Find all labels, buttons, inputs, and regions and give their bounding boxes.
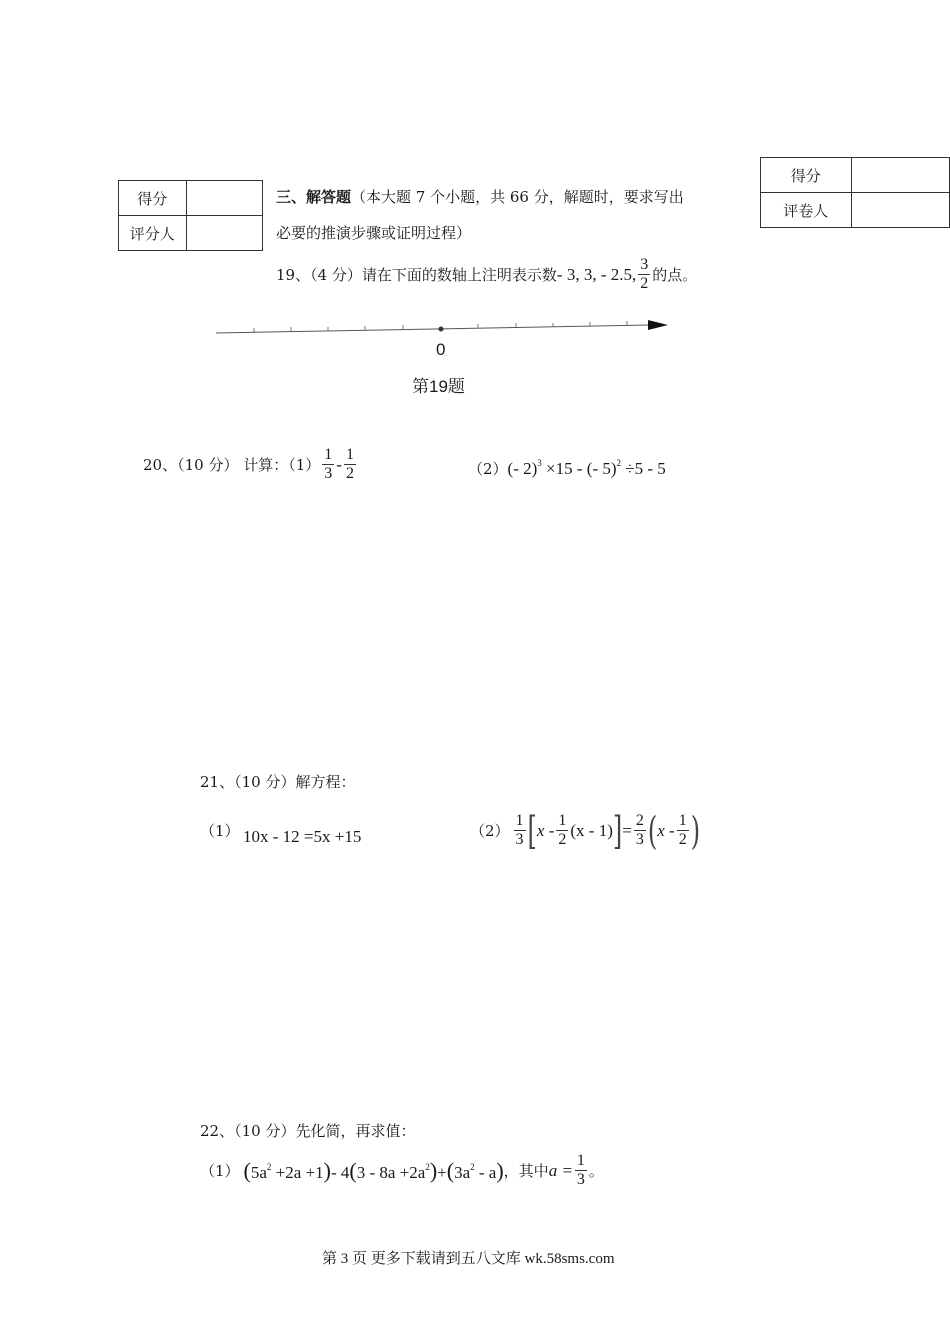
frac-num: 1 xyxy=(678,812,687,829)
q19-prefix: 19、（4 分）请在下面的数轴上注明表示数 xyxy=(276,266,557,284)
q20-p2-label: （2） xyxy=(468,460,508,478)
section-title: 三、解答题 xyxy=(276,188,352,206)
section-heading xyxy=(276,186,684,207)
q21-frac4 xyxy=(677,812,689,849)
q21-frac1 xyxy=(514,812,526,849)
reviewer-cell[interactable] xyxy=(186,216,262,251)
score-box-right xyxy=(760,157,950,228)
score-cell[interactable] xyxy=(186,181,262,216)
q19-fraction xyxy=(638,256,650,293)
q21-x1: x - xyxy=(536,820,555,840)
reviewer-label: 评卷人 xyxy=(761,193,852,228)
frac-den: 3 xyxy=(576,1171,585,1188)
q21-equals: = xyxy=(622,820,632,840)
q20-minus: - xyxy=(336,454,342,474)
q21-x2: (x - 1) xyxy=(570,820,613,840)
question-20 xyxy=(143,446,358,483)
number-line[interactable] xyxy=(210,312,680,342)
q21-p1-label: （1） xyxy=(200,822,240,840)
q19-numbers: - 3, 3, - 2.5, xyxy=(556,264,637,284)
q21-p2-label: （2） xyxy=(470,822,510,840)
q22-b: +2a +1 xyxy=(271,1162,324,1182)
q20-p2-b: ×15 - (- 5) xyxy=(541,459,617,478)
frac-num: 1 xyxy=(558,812,567,829)
question-22-part1: （1） $(5a^2 +2a +1)-$ $4(3 - 8a +2a^2)+(3a^2 - a)$ ，其中 a = $\frac{1}{3}$ 。 xyxy=(200,1152,604,1188)
origin-dot xyxy=(439,327,444,332)
q19-frac-num: 3 xyxy=(640,256,649,273)
q19-suffix: 的点。 xyxy=(652,266,698,284)
frac-den: 3 xyxy=(635,831,644,848)
q20-p2-c: ÷5 - 5 xyxy=(621,459,666,478)
q21-frac2 xyxy=(556,812,568,849)
q21-x3: x - xyxy=(657,820,675,840)
q20-frac-a xyxy=(322,446,334,483)
reviewer-cell[interactable] xyxy=(851,193,949,228)
q22-a-exp: 2 xyxy=(266,1161,272,1172)
q21-p1-equation: 10x - 12 =5x +15 xyxy=(243,827,362,846)
q22-e: + xyxy=(437,1162,447,1182)
frac-num: 1 xyxy=(345,446,354,463)
reviewer-label: 评分人 xyxy=(119,216,187,251)
frac-den: 3 xyxy=(324,465,333,482)
frac-num: 1 xyxy=(515,812,524,829)
figure-caption: 第19题 xyxy=(412,377,465,396)
score-cell[interactable] xyxy=(851,158,949,193)
q22-var: a = xyxy=(548,1160,573,1180)
q20-p2-exp1: 3 xyxy=(537,458,542,468)
frac-num: 1 xyxy=(324,446,333,463)
frac-den: 2 xyxy=(558,831,567,848)
q22-d-exp: 2 xyxy=(425,1161,430,1172)
origin-label: 0 xyxy=(436,340,446,359)
question-21-title: 21、（10 分）解方程： xyxy=(200,773,356,791)
q20-frac-b xyxy=(344,446,356,483)
page-footer: 第 3 页 更多下载请到五八文库 wk.58sms.com xyxy=(322,1251,615,1267)
arrow-head-icon xyxy=(648,320,668,330)
question-19 xyxy=(276,256,697,293)
score-box-left xyxy=(118,180,263,251)
q22-f-exp: 2 xyxy=(470,1161,475,1172)
q22-a: 5a xyxy=(250,1162,267,1182)
q20-p2-exp2: 2 xyxy=(616,458,622,468)
frac-num: 2 xyxy=(635,812,644,829)
q22-value-fraction xyxy=(575,1152,587,1189)
score-label: 得分 xyxy=(119,181,187,216)
q22-d: 3 - 8a +2a xyxy=(356,1162,426,1182)
question-22-title: 22、（10 分）先化简，再求值： xyxy=(200,1122,416,1140)
frac-den: 3 xyxy=(515,831,524,848)
frac-num: 1 xyxy=(576,1152,585,1169)
q20-prefix: 20、（10 分） 计算：（1） xyxy=(143,456,321,474)
q21-frac3 xyxy=(634,812,646,849)
section-intro-line1: （本大题 7 个小题，共 66 分，解题时，要求写出 xyxy=(351,188,684,206)
question-20-part2 xyxy=(468,458,666,479)
q22-where: ，其中 xyxy=(503,1162,549,1180)
q22-p1-label: （1） xyxy=(200,1162,240,1180)
q22-c: - 4 xyxy=(330,1162,350,1182)
question-21-part2: （2） $\frac{1}{3}$ [ x - $\frac{1}{2}$ (x - 1) ] = $\frac{2}{3}$ ( x - $\frac{1}{2}$ ) xyxy=(470,808,701,853)
q19-frac-den: 2 xyxy=(640,275,649,292)
frac-den: 2 xyxy=(345,465,354,482)
q22-f: 3a xyxy=(454,1162,471,1182)
frac-den: 2 xyxy=(678,831,687,848)
q20-p2-a: (- 2) xyxy=(507,459,538,478)
section-intro-line2: 必要的推演步骤或证明过程） xyxy=(276,224,472,242)
q22-end: 。 xyxy=(588,1162,604,1180)
q22-g: - a xyxy=(474,1162,497,1182)
score-label: 得分 xyxy=(761,158,852,193)
